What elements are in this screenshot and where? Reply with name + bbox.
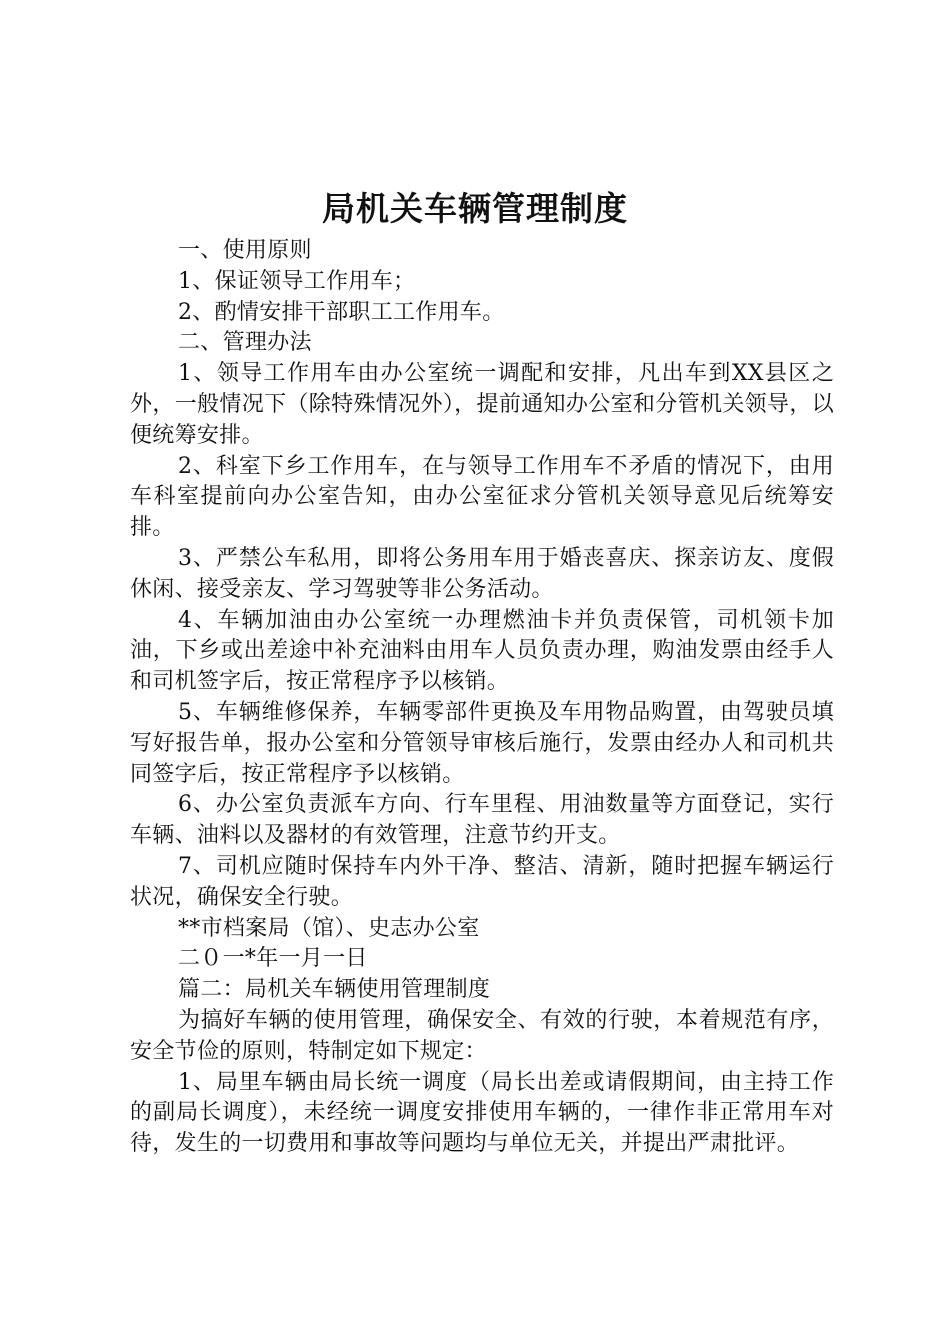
part-two-intro: 为搞好车辆的使用管理，确保安全、有效的行驶，本着规范有序，安全节俭的原则，特制定如下规定：	[130, 1007, 834, 1064]
part-two-heading: 篇二：局机关车辆使用管理制度	[178, 977, 491, 1003]
document-body	[130, 236, 834, 1160]
method-item-4: 4、车辆加油由办公室统一办理燃油卡并负责保管，司机领卡加油，下乡或出差途中补充油料由用车人员负责办理，购油发票由经手人和司机签字后，按正常程序予以核销。	[130, 607, 834, 695]
section-heading-methods: 二、管理办法	[178, 330, 312, 356]
principle-item-1: 1、保证领导工作用车；	[178, 268, 416, 294]
method-item-3: 3、严禁公车私用，即将公务用车用于婚丧喜庆、探亲访友、度假休闲、接受亲友、学习驾驶等非公务活动。	[130, 545, 834, 602]
section-heading-principles: 一、使用原则	[178, 238, 312, 263]
issuer: **市档案局（馆）、史志办公室	[178, 915, 480, 941]
method-item-5: 5、车辆维修保养，车辆零部件更换及车用物品购置，由驾驶员填写好报告单，报办公室和分管领导审核后施行，发票由经办人和司机共同签字后，按正常程序予以核销。	[130, 699, 834, 787]
method-item-1: 1、领导工作用车由办公室统一调配和安排，凡出车到XX县区之外，一般情况下（除特殊情况外），提前通知办公室和分管机关领导，以便统筹安排。	[130, 361, 834, 448]
method-item-6: 6、办公室负责派车方向、行车里程、用油数量等方面登记，实行车辆、油料以及器材的有效管理，注意节约开支。	[130, 792, 834, 849]
method-item-2: 2、科室下乡工作用车，在与领导工作用车不矛盾的情况下，由用车科室提前向办公室告知，由办公室征求分管机关领导意见后统筹安排。	[130, 453, 834, 541]
issue-date: 二０一*年一月一日	[178, 946, 368, 972]
part-two-item-1: 1、局里车辆由局长统一调度（局长出差或请假期间，由主持工作的副局长调度），未经统一调度安排使用车辆的，一律作非正常用车对待，发生的一切费用和事故等问题均与单位无关，并提出严肃批评。	[130, 1069, 834, 1157]
method-item-7: 7、司机应随时保持车内外干净、整洁、清新，随时把握车辆运行状况，确保安全行驶。	[130, 853, 834, 910]
principle-item-2: 2、酌情安排干部职工工作用车。	[178, 299, 505, 325]
document-title: 局机关车辆管理制度	[322, 189, 628, 228]
